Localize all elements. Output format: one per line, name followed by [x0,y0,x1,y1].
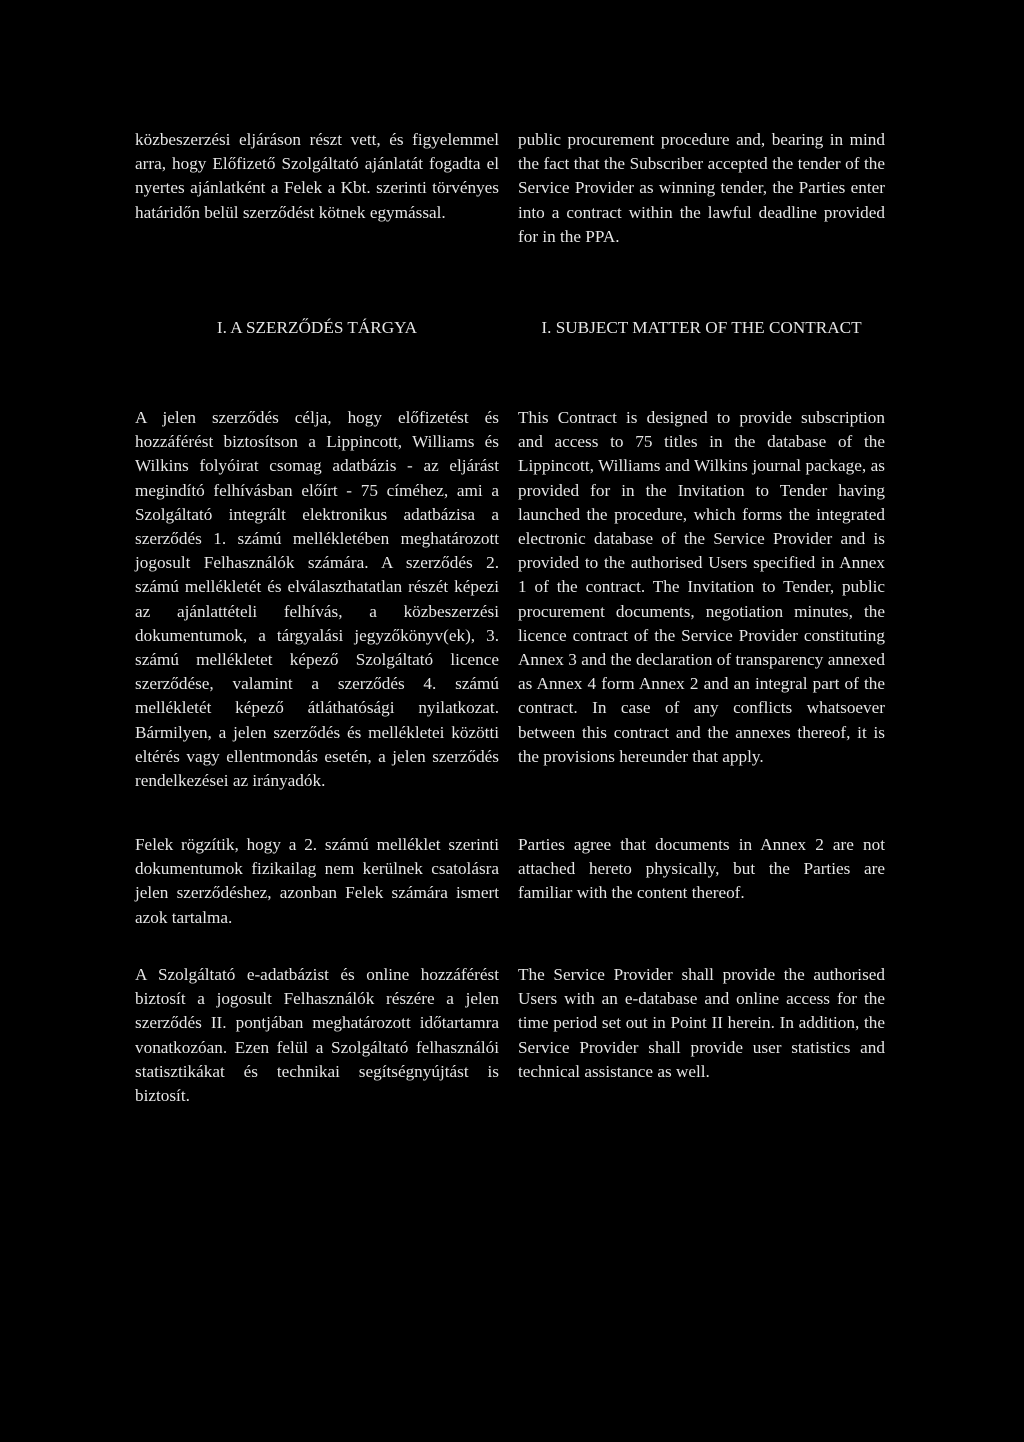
paragraph-2-hu: Felek rögzítik, hogy a 2. számú melléklet szerinti dokumentumok fizikailag nem kerülnek csatolásra jelen szerződéshez, azonban Felek számára ismert azok tartalma. [135,835,499,927]
paragraph-3-en: The Service Provider shall provide the authorised Users with an e-database and online access for the time period set out in Point II herein. In addition, the Service Provider shall provide user statistics and technical assistance as well. [518,965,885,1081]
section-heading-en: I. SUBJECT MATTER OF THE CONTRACT [541,318,862,337]
section-heading-hu: I. A SZERZŐDÉS TÁRGYA [216,318,418,337]
paragraph-1-en: This Contract is designed to provide subscription and access to 75 titles in the database of the Lippincott, Williams and Wilkins journal package, as provided for in the Invitation to Tender having launched the procedure, which forms the integrated electronic database of the Service Provider and is provided to the authorised Users specified in Annex 1 of the contract. The Invitation to Tender, public procurement documents, negotiation minutes, the licence contract of the Service Provider constituting Annex 3 and the declaration of transparency annexed as Annex 4 form Annex 2 and an integral part of the contract. In case of any conflicts whatsoever between this contract and the annexes thereof, it is the provisions hereunder that apply. [518,408,885,766]
paragraph-3-hu: A Szolgáltató e-adatbázist és online hozzáférést biztosít a jogosult Felhasználók részére a jelen szerződés II. pontjában meghatározott időtartamra vonatkozóan. Ezen felül a Szolgáltató felhasználói statisztikákat és technikai segítségnyújtást is biztosít. [135,965,499,1106]
intro-paragraph-hu: közbeszerzési eljáráson részt vett, és figyelemmel arra, hogy Előfizető Szolgáltató ajánlatát fogadta el nyertes ajánlatként a Felek a Kbt. szerinti törvényes határidőn belül szerződést kötnek egymással. [135,130,499,222]
paragraph-2-en: Parties agree that documents in Annex 2 are not attached hereto physically, but the Parties are familiar with the content thereof. [518,835,885,903]
paragraph-1-hu: A jelen szerződés célja, hogy előfizetést és hozzáférést biztosítson a Lippincott, Williams és Wilkins folyóirat csomag adatbázis - az eljárást megindító felhívásban előírt - 75 címéhez, ami a Szolgáltató integrált elektronikus adatbázisa a szerződés 1. számú mellékletében meghatározott jogosult Felhasználók számára. A szerződés 2. számú mellékletét és elválaszthatatlan részét képezi az ajánlattételi felhívás, a közbeszerzési dokumentumok, a tárgyalási jegyzőkönyv(ek), 3. számú mellékletet képező Szolgáltató licence szerződése, valamint a szerződés 4. számú mellékletét képező átláthatósági nyilatkozat. Bármilyen, a jelen szerződés és mellékletei közötti eltérés vagy ellentmondás esetén, a jelen szerződés rendelkezései az irányadók. [135,408,499,791]
intro-paragraph-en: public procurement procedure and, bearing in mind the fact that the Subscriber accepted the tender of the Service Provider as winning tender, the Parties enter into a contract within the lawful deadline provided for in the PPA. [518,130,885,246]
